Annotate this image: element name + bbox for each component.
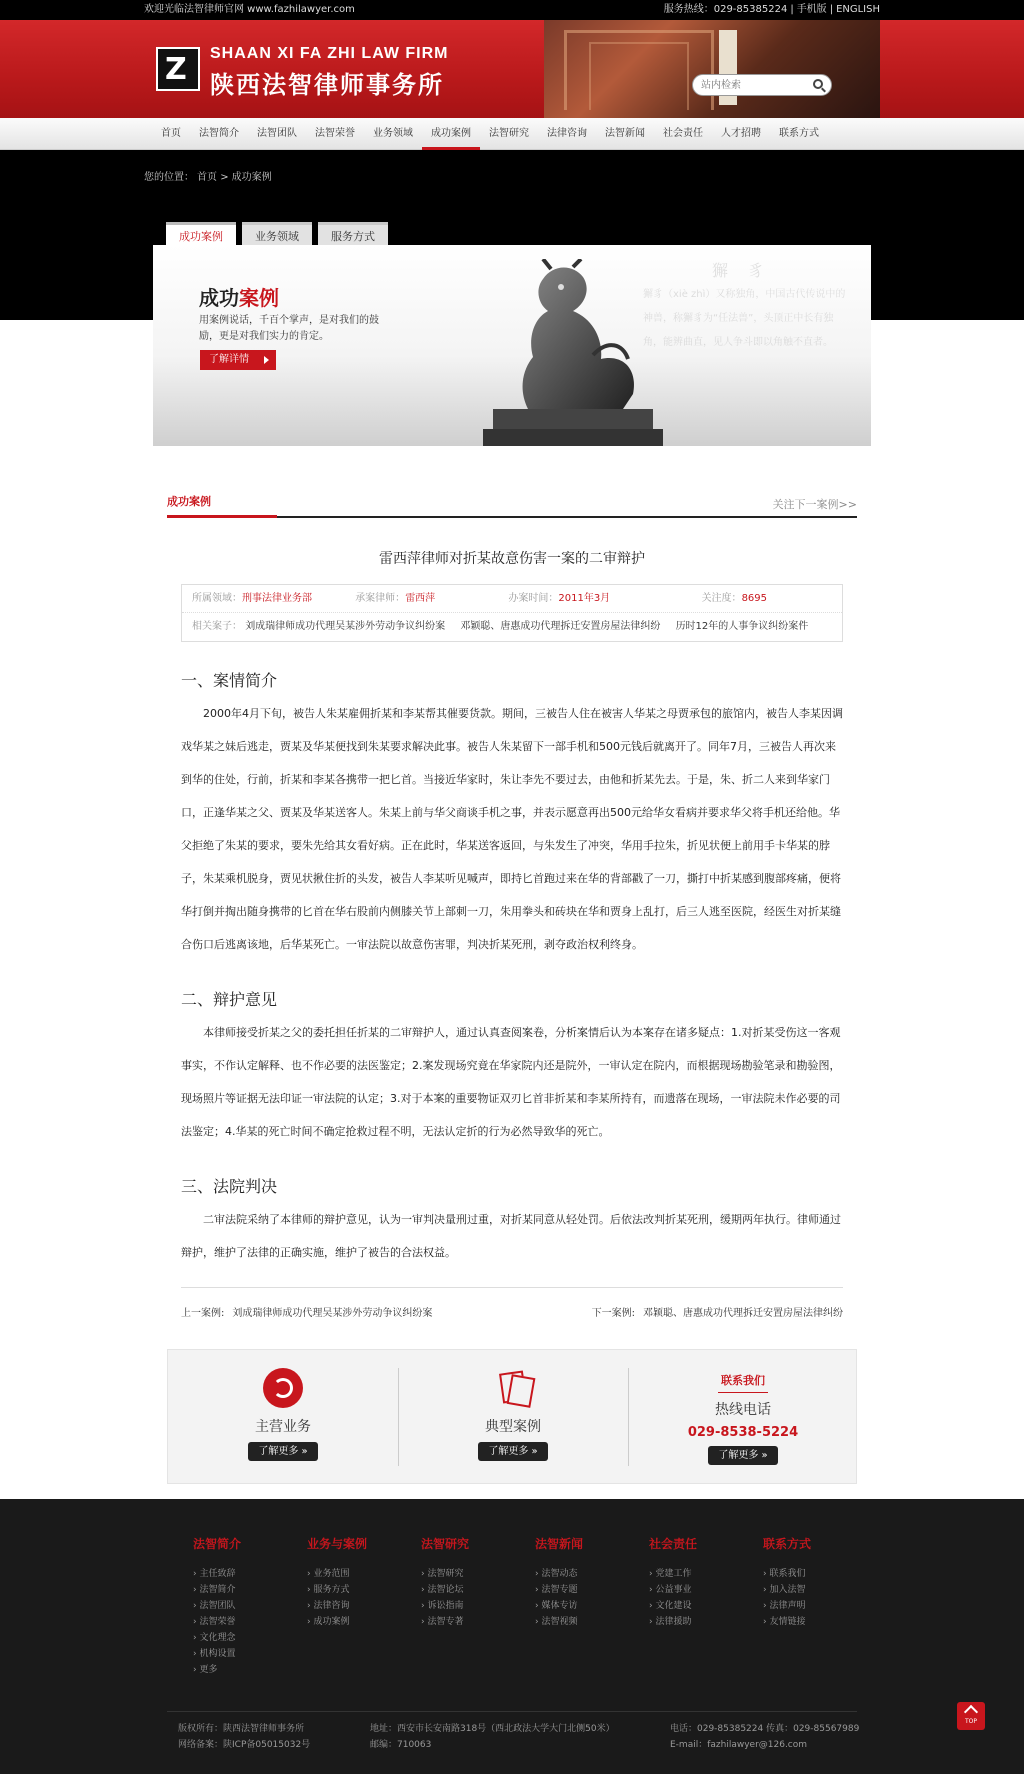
hotline-number: 029-8538-5224 <box>687 1425 799 1440</box>
next-label: 下一案例: <box>591 1308 635 1319</box>
lawyer-label: 承案律师： <box>355 593 406 604</box>
tab-practice[interactable]: 业务领域 <box>242 222 312 246</box>
footer-link[interactable]: › 法智视频 <box>535 1614 649 1630</box>
promo-description: 用案例说话，千百个掌声，是对我们的鼓励，更是对我们实力的肯定。 <box>199 315 379 342</box>
tab-cases[interactable]: 成功案例 <box>166 222 236 246</box>
footer-info <box>178 1721 890 1753</box>
footer-link[interactable]: › 法智论坛 <box>421 1582 535 1598</box>
footer-link[interactable]: › 文化建设 <box>649 1598 763 1614</box>
documents-icon <box>493 1368 533 1408</box>
related-case-link[interactable]: 邓颖聪、唐惠成功代理拆迁安置房屋法律纠纷 <box>460 621 661 632</box>
promo-details-button[interactable]: 了解详情 <box>200 350 276 370</box>
typical-cases-more-button[interactable]: 了解更多 » <box>478 1442 548 1461</box>
case-summary-text: 2000年4月下旬，被告人朱某雇佣折某和李某帮其催要货款。期间，三被告人住在被害人华某之母贾承包的旅馆内，被告人李某因调戏华某之妹后逃走，贾某及华某便找到朱某要求解决此事。被告人朱某留下一部手机和500元钱后就离开了。同年7月，三被告人再次来到华的住处，行前，折某和李某各携带一把匕首。当接近华家时，朱让李先不要过去，由他和折某先去。于是，朱、折二人来到华家门口，正逢华某之父、贾某及华某送客人。朱某上前与华父商谈手机之事，并表示愿意再出500元给华女看病并要求华父将手机还给他。华父拒绝了朱某的要求，要朱先给其女看好病。正在此时，华某送客返回，与朱发生了冲突，华用手拉朱，折见状便上前用手卡华某的脖子，朱某乘机脱身，贾见状揪住折的头发，被告人李某听见喊声，即持匕首跑过来在华的背部戳了一刀，撕打中折某感到腹部疼痛，便将华打倒并掏出随身携带的匕首在华右股前内侧膝关节上部刺一刀，朱用拳头和砖块在华和贾身上乱打，后三人逃至医院，经医生对折某缝合伤口后逃离该地，后华某死亡。一审法院以故意伤害罪，判决折某死刑，剥夺政治权利终身。 <box>181 707 843 951</box>
footer-link[interactable]: › 加入法智 <box>763 1582 877 1598</box>
footer-link[interactable]: › 法智荣誉 <box>193 1614 307 1630</box>
next-case-link[interactable]: 关注下一案例>> <box>772 498 857 511</box>
typical-cases-title: 典型案例 <box>485 1419 541 1435</box>
footer-link[interactable]: › 业务范围 <box>307 1566 421 1582</box>
campus-gate-photo <box>544 20 880 118</box>
english-link[interactable]: ENGLISH <box>836 4 880 15</box>
footer-link[interactable]: › 法律咨询 <box>307 1598 421 1614</box>
footer-col-title: 联系方式 <box>763 1537 812 1551</box>
nav-item-team[interactable]: 法智团队 <box>257 128 297 139</box>
footer-link[interactable]: › 文化理念 <box>193 1630 307 1646</box>
contact-title: 联系我们 <box>721 1374 765 1387</box>
email-text: E-mail：fazhilawyer@126.com <box>670 1740 808 1750</box>
footer-link[interactable]: › 党建工作 <box>649 1566 763 1582</box>
nav-item-news[interactable]: 法智新闻 <box>605 128 645 139</box>
promo-ghost-text: 獬豸 獬豸（xiè zhì）又称独角，中国古代传说中的神兽，称獬豸为“任法兽”，头顶正中长有独角，能辨曲直，见人争斗即以角触不直者。 <box>643 261 846 348</box>
promo-title: 成功案例 <box>199 286 279 310</box>
main-business-block <box>168 1350 398 1485</box>
service-panel <box>167 1349 857 1484</box>
sub-tabs <box>166 222 394 246</box>
footer-link[interactable]: › 主任致辞 <box>193 1566 307 1582</box>
next-case-link-bottom[interactable]: 邓颖聪、唐惠成功代理拆迁安置房屋法律纠纷 <box>643 1308 843 1319</box>
footer-col-title: 法智研究 <box>421 1537 470 1551</box>
related-case-link[interactable]: 历时12年的人事争议纠纷案件 <box>675 621 809 632</box>
logo-chinese[interactable]: 陕西法智律师事务所 <box>210 70 444 99</box>
header <box>0 20 1024 118</box>
hotline-label: 热线电话 <box>715 1402 771 1418</box>
footer-link[interactable]: › 法智研究 <box>421 1566 535 1582</box>
footer-link[interactable]: › 法智专著 <box>421 1614 535 1630</box>
footer-col-title: 法智新闻 <box>535 1537 584 1551</box>
case-time: 2011年3月 <box>558 593 611 604</box>
footer-link[interactable]: › 法智简介 <box>193 1582 307 1598</box>
footer-link[interactable]: › 诉讼指南 <box>421 1598 535 1614</box>
main-business-title: 主营业务 <box>255 1419 311 1435</box>
breadcrumb-label: 您的位置： <box>144 172 194 183</box>
nav-item-jobs[interactable]: 人才招聘 <box>721 128 761 139</box>
main-business-more-button[interactable]: 了解更多 » <box>248 1442 318 1461</box>
article-title: 雷西萍律师对折某故意伤害一案的二审辩护 <box>379 551 645 567</box>
hotline-text: 服务热线：029-85385224 <box>663 4 788 15</box>
footer-col-title: 法智简介 <box>193 1537 242 1551</box>
welcome-text: 欢迎光临法智律师官网 www.fazhilawyer.com <box>144 4 355 15</box>
attention-label: 关注度： <box>701 593 742 604</box>
back-to-top-button[interactable]: TOP <box>957 1702 985 1730</box>
related-case-link[interactable]: 刘成瑞律师成功代理吴某涉外劳动争议纠纷案 <box>245 621 446 632</box>
article-meta <box>181 584 843 642</box>
footer-link[interactable]: › 机构设置 <box>193 1646 307 1662</box>
footer-col-title: 社会责任 <box>649 1537 698 1551</box>
field-link[interactable]: 刑事法律业务部 <box>242 593 312 604</box>
footer-link[interactable]: › 法律声明 <box>763 1598 877 1614</box>
prev-label: 上一案例: <box>181 1308 225 1319</box>
section-title: 成功案例 <box>167 486 277 518</box>
logo-english[interactable]: SHAAN XI FA ZHI LAW FIRM <box>210 45 449 62</box>
court-judgment-text: 二审法院采纳了本律师的辩护意见，认为一审判决量刑过重，对折某同意从轻处罚。后依法改判折某死刑，缓期两年执行。律师通过辩护，维护了法律的正确实施，维护了被告的合法权益。 <box>181 1213 841 1259</box>
refresh-icon <box>263 1368 303 1408</box>
breadcrumb-separator: > <box>220 172 229 183</box>
nav-item-cases[interactable]: 成功案例 <box>422 118 480 150</box>
footer-link[interactable]: › 联系我们 <box>763 1566 877 1582</box>
breadcrumb <box>144 150 880 183</box>
copyright-text: 版权所有：陕西法智律师事务所 <box>178 1724 305 1734</box>
search-input[interactable] <box>693 75 803 95</box>
footer-link[interactable]: › 友情链接 <box>763 1614 877 1630</box>
search-box <box>692 74 832 96</box>
nav-item-social[interactable]: 社会责任 <box>663 128 703 139</box>
footer-link[interactable]: › 法律援助 <box>649 1614 763 1630</box>
footer-links <box>193 1535 877 1678</box>
heading-case-summary: 一、案情简介 <box>181 671 278 690</box>
breadcrumb-home[interactable]: 首页 <box>197 172 217 183</box>
footer-link[interactable]: › 媒体专访 <box>535 1598 649 1614</box>
contact-more-button[interactable]: 了解更多 » <box>708 1446 778 1465</box>
icp-link[interactable]: 网络备案：陕ICP备05015032号 <box>178 1740 311 1750</box>
mobile-link[interactable]: 手机版 <box>796 4 827 15</box>
time-label: 办案时间： <box>508 593 559 604</box>
postcode-text: 邮编：710063 <box>370 1740 432 1750</box>
prev-case-link[interactable]: 刘成瑞律师成功代理吴某涉外劳动争议纠纷案 <box>232 1308 433 1319</box>
field-label: 所属领域： <box>192 593 242 604</box>
footer-link[interactable]: › 服务方式 <box>307 1582 421 1598</box>
footer-link[interactable]: › 法智专题 <box>535 1582 649 1598</box>
typical-cases-block <box>398 1350 628 1485</box>
footer <box>0 1499 1024 1774</box>
nav-item-contact[interactable]: 联系方式 <box>779 128 819 139</box>
heading-defense-opinion: 二、辩护意见 <box>181 990 278 1009</box>
footer-link[interactable]: › 公益事业 <box>649 1582 763 1598</box>
heading-court-judgment: 三、法院判决 <box>181 1177 278 1196</box>
lawyer-link[interactable]: 雷西萍 <box>405 593 436 604</box>
nav-item-home[interactable]: 首页 <box>161 128 181 139</box>
article-section <box>167 486 857 1327</box>
footer-link[interactable]: › 法智团队 <box>193 1598 307 1614</box>
attention-count: 8695 <box>741 593 768 604</box>
address-text: 地址：西安市长安南路318号（西北政法大学大门北侧50米） <box>370 1724 615 1734</box>
nav-item-honors[interactable]: 法智荣誉 <box>315 128 355 139</box>
nav-item-practice[interactable]: 业务领域 <box>373 128 413 139</box>
breadcrumb-current[interactable]: 成功案例 <box>231 172 272 183</box>
related-label: 相关案子： <box>192 621 242 632</box>
nav-item-consult[interactable]: 法律咨询 <box>547 128 587 139</box>
xiezhi-statue-image <box>473 259 673 446</box>
promo-banner <box>153 245 871 446</box>
footer-link[interactable]: › 更多 <box>193 1662 307 1678</box>
tel-text: 电话：029-85385224 传真：029-85567989 <box>670 1724 860 1734</box>
nav-item-intro[interactable]: 法智简介 <box>199 128 239 139</box>
nav-item-research[interactable]: 法智研究 <box>489 128 529 139</box>
footer-col-title: 业务与案例 <box>307 1537 368 1551</box>
contact-block <box>628 1350 858 1485</box>
search-icon[interactable] <box>813 79 823 89</box>
footer-link[interactable]: › 成功案例 <box>307 1614 421 1630</box>
logo-icon[interactable]: Z <box>156 47 200 91</box>
case-pager <box>181 1287 843 1327</box>
footer-link[interactable]: › 法智动态 <box>535 1566 649 1582</box>
top-bar: 欢迎光临法智律师官网 www.fazhilawyer.com 服务热线：029-85385224 | 手机版 | ENGLISH <box>0 0 1024 20</box>
main-nav <box>0 118 1024 150</box>
section-header <box>167 486 857 518</box>
defense-opinion-text: 本律师接受折某之父的委托担任折某的二审辩护人，通过认真查阅案卷，分析案情后认为本案存在诸多疑点：1.对折某受伤这一客观事实，不作认定解释、也不作必要的法医鉴定；2.案发现场究竟在华家院内还是院外，一审认定在院内，而根据现场勘验笔录和勘验图，现场照片等证据无法印证一审法院的认定；3.对于本案的重要物证双刃匕首非折某和李某所持有，而遗落在现场，一审法院未作必要的司法鉴定；4.华某的死亡时间不确定抢救过程不明，无法认定折的行为必然导致华的死亡。 <box>181 1026 841 1138</box>
tab-service[interactable]: 服务方式 <box>318 222 388 246</box>
